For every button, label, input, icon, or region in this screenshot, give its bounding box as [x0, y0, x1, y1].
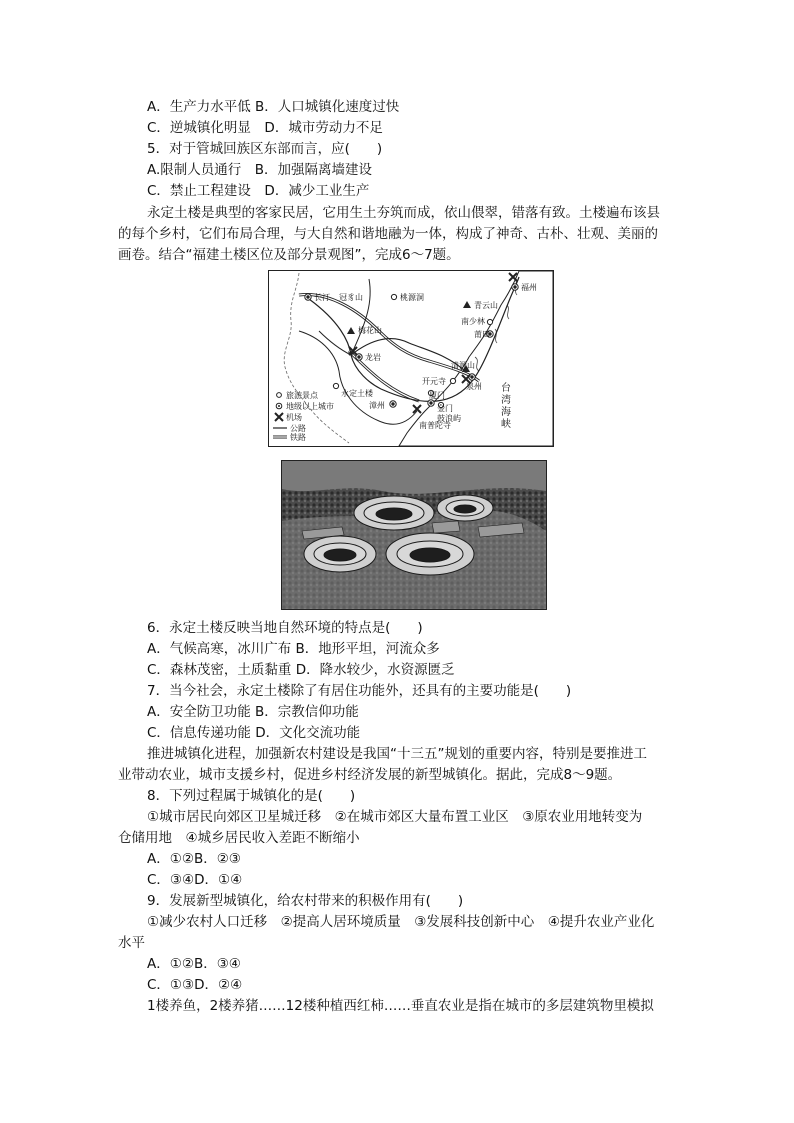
q6-option-ab: A．气候高寒，冰川广布 B．地形平坦，河流众多 — [147, 641, 440, 657]
map-label-qingyuanshan: 清源山 — [451, 361, 475, 370]
fujian-tulou-location-map — [268, 270, 554, 447]
passage2-line: 业带动农业，城市支援乡村，促进乡村经济发展的新型城镇化。据此，完成8～9题。 — [118, 767, 622, 783]
passage3-line: 1楼养鱼，2楼养猪……12楼种植西红柿……垂直农业是指在城市的多层建筑物里模拟 — [147, 998, 654, 1014]
map-label-xiamen: 厦门 — [429, 391, 445, 400]
map-label-yongdingtulou: 永定土楼 — [341, 389, 373, 398]
map-label-taoyuandong: 桃源洞 — [400, 293, 424, 302]
tulou-photo-graphic — [282, 461, 546, 609]
q7-stem: 7．当今社会，永定土楼除了有居住功能外，还具有的主要功能是( ) — [147, 683, 572, 699]
q9-items: 水平 — [118, 935, 145, 951]
q9-option-cd: C．①③D．②④ — [147, 977, 243, 993]
q7-option-ab: A．安全防卫功能 B．宗教信仰功能 — [147, 704, 359, 720]
legend-airport: 机场 — [286, 413, 302, 422]
passage1-line: 画卷。结合“福建土楼区位及部分景观图”，完成6～7题。 — [118, 247, 460, 263]
passage2-line: 推进城镇化进程，加强新农村建设是我国“十三五”规划的重要内容，特别是要推进工 — [147, 746, 647, 762]
map-label-guanzhishan: 冠豸山 — [339, 293, 363, 302]
q8-items: ①城市居民向郊区卫星城迁移 ②在城市郊区大量布置工业区 ③原农业用地转变为 — [147, 809, 643, 825]
passage1-line: 的每个乡村，它们布局合理，与大自然和谐地融为一体，构成了神奇、古朴、壮观、美丽的 — [118, 226, 658, 242]
q6-option-cd: C．森林茂密，土质黏重 D．降水较少，水资源匮乏 — [147, 662, 455, 678]
q4-option-ab: A．生产力水平低 B．人口城镇化速度过快 — [147, 99, 400, 115]
legend-city: 地级以上城市 — [286, 402, 334, 411]
map-label-nanshaolin: 南少林 — [461, 317, 485, 326]
q8-option-ab: A．①②B．②③ — [147, 851, 241, 867]
map-label-kaiyuansi: 开元寺 — [422, 377, 446, 386]
q9-stem: 9．发展新型城镇化，给农村带来的积极作用有( ) — [147, 893, 464, 909]
q8-option-cd: C．③④D．①④ — [147, 872, 243, 888]
q7-option-cd: C．信息传递功能 D．文化交流功能 — [147, 725, 361, 741]
legend-road: 公路 — [290, 424, 306, 433]
map-label-changting: 长汀 — [314, 293, 330, 302]
q4-option-cd: C．逆城镇化明显 D．城市劳动力不足 — [147, 120, 383, 136]
map-label-strait: 台湾海峡 — [501, 383, 511, 430]
q8-stem: 8．下列过程属于城镇化的是( ) — [147, 788, 356, 804]
q9-items: ①减少农村人口迁移 ②提高人居环境质量 ③发展科技创新中心 ④提升农业产业化 — [147, 914, 655, 930]
map-label-jinmen: 金门 — [437, 404, 453, 413]
map-label-putian: 莆田 — [474, 330, 490, 339]
map-label-fuzhou: 福州 — [521, 283, 537, 292]
map-label-meihuashan: 梅花山 — [358, 326, 382, 335]
q8-items: 仓储用地 ④城乡居民收入差距不断缩小 — [118, 830, 360, 846]
map-label-gulangyu: 鼓浪屿 — [437, 414, 461, 423]
q5-stem: 5．对于管城回族区东部而言，应( ) — [147, 141, 383, 157]
q5-option-ab: A.限制人员通行 B．加强隔离墙建设 — [147, 162, 373, 178]
map-legend-symbols — [273, 393, 287, 437]
passage1-line: 永定土楼是典型的客家民居，它用生土夯筑而成，依山偎翠，错落有致。土楼遍布该县 — [147, 205, 660, 221]
q9-option-ab: A．①②B．③④ — [147, 956, 241, 972]
map-label-nanputuosi: 南普陀寺 — [419, 421, 451, 430]
q5-option-cd: C．禁止工程建设 D．减少工业生产 — [147, 183, 370, 199]
map-label-zhangzhou: 漳州 — [369, 401, 385, 410]
map-label-longyan: 龙岩 — [365, 353, 381, 362]
map-label-qingyunshan: 青云山 — [474, 301, 498, 310]
q6-stem: 6．永定土楼反映当地自然环境的特点是( ) — [147, 620, 423, 636]
legend-scenic: 旅游景点 — [286, 391, 318, 400]
map-label-quanzhou: 泉州 — [466, 382, 482, 391]
tulou-photo — [281, 460, 547, 610]
legend-railway: 铁路 — [290, 433, 306, 442]
